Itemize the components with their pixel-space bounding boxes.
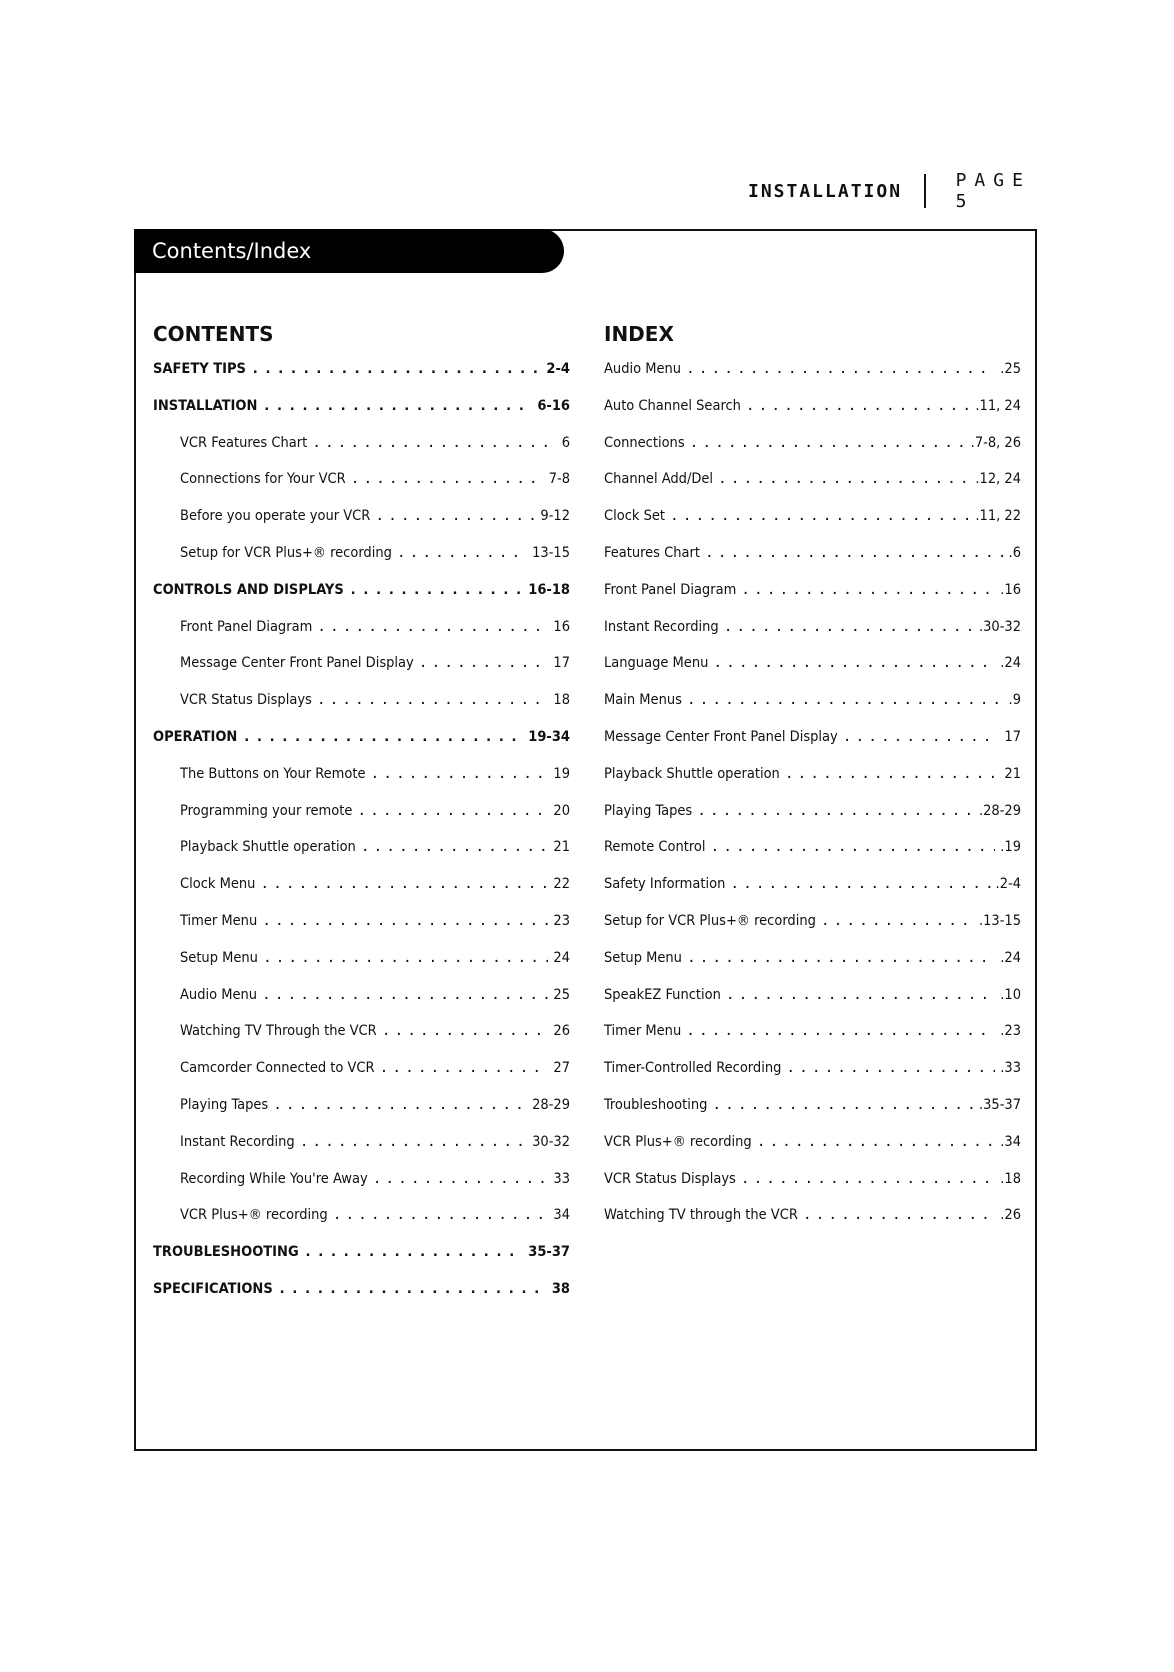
dot-leader <box>843 729 1000 745</box>
entry-label: Setup for VCR Plus+® recording <box>604 912 816 929</box>
index-entry[interactable] <box>604 1023 1021 1060</box>
dot-leader <box>757 1134 996 1150</box>
entry-page-number: .30-32 <box>978 618 1021 635</box>
dot-leader <box>419 655 549 671</box>
entry-page-number: .11, 24 <box>975 397 1021 414</box>
entry-label: SPECIFICATIONS <box>153 1280 273 1297</box>
entry-page-number: 28-29 <box>532 1096 570 1113</box>
entry-label: Troubleshooting <box>604 1096 708 1113</box>
contents-entry[interactable] <box>153 1060 570 1097</box>
contents-entry[interactable] <box>153 1023 570 1060</box>
entry-page-number: 19 <box>553 765 570 782</box>
dot-leader <box>380 1060 549 1076</box>
entry-page-number: 17 <box>553 655 570 672</box>
entry-label: OPERATION <box>153 728 238 745</box>
dot-leader <box>686 1023 995 1039</box>
entry-page-number: 34 <box>553 1207 570 1224</box>
entry-page-number: .9 <box>1008 692 1021 709</box>
contents-entry[interactable] <box>153 766 570 803</box>
dot-leader <box>821 913 974 929</box>
dot-leader <box>262 398 532 414</box>
entry-page-number: 24 <box>553 949 570 966</box>
index-entry[interactable] <box>604 1207 1021 1244</box>
contents-entry[interactable] <box>153 1244 570 1281</box>
entry-label: Timer Menu <box>604 1023 682 1040</box>
entry-page-number: 6-16 <box>537 397 570 414</box>
dot-leader <box>357 803 548 819</box>
entry-page-number: .18 <box>1000 1170 1021 1187</box>
dot-leader <box>278 1281 547 1297</box>
header-divider <box>924 174 926 208</box>
dot-leader <box>785 766 1000 782</box>
entry-label: VCR Plus+® recording <box>604 1133 752 1150</box>
index-entry[interactable] <box>604 766 1021 803</box>
dot-leader <box>746 398 970 414</box>
contents-column <box>153 321 570 1318</box>
dot-leader <box>382 1023 549 1039</box>
contents-entry[interactable] <box>153 1207 570 1244</box>
entry-page-number: 23 <box>553 912 570 929</box>
entry-page-number: .25 <box>1000 361 1021 377</box>
entry-page-number: 16-18 <box>528 581 570 598</box>
entry-page-number: .12, 24 <box>975 471 1021 488</box>
dot-leader <box>263 950 548 966</box>
entry-page-number: .2-4 <box>995 876 1021 893</box>
dot-leader <box>741 582 995 598</box>
running-header-page: PAGE 5 <box>955 170 1031 212</box>
entry-page-number: .28-29 <box>978 802 1021 819</box>
entry-label: The Buttons on Your Remote <box>180 765 366 782</box>
entry-label: Before you operate your VCR <box>180 508 371 525</box>
index-entry[interactable] <box>604 729 1021 766</box>
dot-leader <box>273 1097 527 1113</box>
entry-page-number: .34 <box>1000 1133 1021 1150</box>
dot-leader <box>260 876 548 892</box>
index-entry[interactable] <box>604 361 1021 398</box>
contents-entry[interactable] <box>153 471 570 508</box>
contents-entry[interactable] <box>153 1281 570 1318</box>
entry-label: TROUBLESHOOTING <box>153 1244 299 1261</box>
index-entry[interactable] <box>604 839 1021 876</box>
dot-leader <box>730 876 990 892</box>
contents-entry[interactable] <box>153 913 570 950</box>
index-entry[interactable] <box>604 1060 1021 1097</box>
index-entry[interactable] <box>604 1097 1021 1134</box>
entry-page-number: 20 <box>553 802 570 819</box>
contents-entry[interactable] <box>153 655 570 692</box>
dot-leader <box>687 692 1004 708</box>
entry-page-number: 13-15 <box>532 544 570 561</box>
dot-leader <box>686 361 995 377</box>
entry-label: Recording While You're Away <box>180 1170 368 1187</box>
index-entry[interactable] <box>604 471 1021 508</box>
contents-entry[interactable] <box>153 1134 570 1171</box>
contents-index-panel <box>134 229 1037 1451</box>
contents-entry[interactable] <box>153 839 570 876</box>
dot-leader <box>262 913 548 929</box>
entry-label: VCR Features Chart <box>180 434 308 451</box>
dot-leader <box>741 1171 995 1187</box>
entry-page-number: 27 <box>553 1060 570 1077</box>
entry-label: INSTALLATION <box>153 397 258 414</box>
entry-label: Watching TV through the VCR <box>604 1207 798 1224</box>
contents-entry[interactable] <box>153 692 570 729</box>
entry-page-number: .24 <box>1000 949 1021 966</box>
dot-leader <box>251 361 542 377</box>
contents-entry[interactable] <box>153 435 570 472</box>
entry-label: Playback Shuttle operation <box>604 765 780 782</box>
entry-label: Language Menu <box>604 655 709 672</box>
entry-page-number: 30-32 <box>532 1133 570 1150</box>
entry-page-number: 6 <box>561 434 570 451</box>
index-entry[interactable] <box>604 950 1021 987</box>
dot-leader <box>304 1244 524 1260</box>
dot-leader <box>300 1134 527 1150</box>
panel-tab-title: Contents/Index <box>134 229 564 273</box>
contents-entry[interactable] <box>153 545 570 582</box>
entry-page-number: .24 <box>1000 655 1021 672</box>
entry-page-number: .13-15 <box>978 912 1021 929</box>
entry-page-number: 26 <box>553 1023 570 1040</box>
contents-entry[interactable] <box>153 361 570 398</box>
entry-page-number: 21 <box>1004 765 1021 782</box>
dot-leader <box>718 471 970 487</box>
dot-leader <box>242 729 523 745</box>
entry-page-number: 25 <box>553 986 570 1003</box>
index-entry[interactable] <box>604 435 1021 472</box>
entry-label: Clock Set <box>604 508 666 525</box>
index-entry[interactable] <box>604 1171 1021 1208</box>
entry-label: SAFETY TIPS <box>153 361 246 377</box>
entry-page-number: 7-8 <box>548 471 570 488</box>
running-header-section: INSTALLATION <box>748 180 903 202</box>
index-list <box>604 361 1021 1244</box>
contents-entry[interactable] <box>153 987 570 1024</box>
contents-entry[interactable] <box>153 876 570 913</box>
contents-entry[interactable] <box>153 729 570 766</box>
entry-label: VCR Status Displays <box>604 1170 736 1187</box>
dot-leader <box>317 692 549 708</box>
dot-leader <box>351 471 544 487</box>
entry-label: Instant Recording <box>180 1133 295 1150</box>
entry-label: Playback Shuttle operation <box>180 839 356 856</box>
index-entry[interactable] <box>604 987 1021 1024</box>
entry-label: Audio Menu <box>604 361 682 377</box>
dot-leader <box>697 803 974 819</box>
entry-label: Safety Information <box>604 876 726 893</box>
entry-page-number: .6 <box>1008 544 1021 561</box>
dot-leader <box>690 435 966 451</box>
index-entry[interactable] <box>604 545 1021 582</box>
entry-label: Setup for VCR Plus+® recording <box>180 544 392 561</box>
entry-page-number: 21 <box>553 839 570 856</box>
entry-label: Camcorder Connected to VCR <box>180 1060 375 1077</box>
dot-leader <box>803 1207 995 1223</box>
dot-leader <box>705 545 1004 561</box>
dot-leader <box>333 1207 549 1223</box>
entry-label: Main Menus <box>604 692 682 709</box>
index-entry[interactable] <box>604 655 1021 692</box>
entry-label: Connections for Your VCR <box>180 471 346 488</box>
entry-page-number: .7-8, 26 <box>970 434 1021 451</box>
dot-leader <box>262 987 548 1003</box>
contents-entry[interactable] <box>153 619 570 656</box>
contents-entry[interactable] <box>153 1171 570 1208</box>
entry-label: Instant Recording <box>604 618 719 635</box>
dot-leader <box>312 435 556 451</box>
entry-page-number: .10 <box>1000 986 1021 1003</box>
contents-entry[interactable] <box>153 1097 570 1134</box>
entry-label: Programming your remote <box>180 802 353 819</box>
entry-label: Connections <box>604 434 685 451</box>
dot-leader <box>786 1060 995 1076</box>
dot-leader <box>370 766 548 782</box>
entry-label: Channel Add/Del <box>604 471 714 488</box>
entry-page-number: .35-37 <box>978 1096 1021 1113</box>
dot-leader <box>713 655 995 671</box>
entry-page-number: .11, 22 <box>975 508 1021 525</box>
entry-page-number: 38 <box>551 1280 570 1297</box>
entry-page-number: 35-37 <box>528 1244 570 1261</box>
dot-leader <box>349 582 524 598</box>
entry-label: Message Center Front Panel Display <box>180 655 414 672</box>
entry-page-number: 33 <box>553 1170 570 1187</box>
dot-leader <box>712 1097 974 1113</box>
contents-heading: CONTENTS <box>153 322 274 346</box>
dot-leader <box>375 508 535 524</box>
entry-page-number: 17 <box>1004 728 1021 745</box>
entry-page-number: .23 <box>1000 1023 1021 1040</box>
dot-leader <box>361 839 549 855</box>
dot-leader <box>397 545 527 561</box>
dot-leader <box>726 987 995 1003</box>
contents-entry[interactable] <box>153 582 570 619</box>
index-entry[interactable] <box>604 803 1021 840</box>
entry-label: Audio Menu <box>180 986 258 1003</box>
entry-label: Timer Menu <box>180 912 258 929</box>
contents-entry[interactable] <box>153 508 570 545</box>
running-header <box>748 170 1034 212</box>
contents-entry[interactable] <box>153 398 570 435</box>
entry-label: Auto Channel Search <box>604 397 741 414</box>
dot-leader <box>711 839 996 855</box>
entry-label: Playing Tapes <box>180 1096 269 1113</box>
entry-label: Setup Menu <box>604 949 682 966</box>
entry-label: Remote Control <box>604 839 706 856</box>
index-entry[interactable] <box>604 913 1021 950</box>
dot-leader <box>687 950 995 966</box>
index-entry[interactable] <box>604 1134 1021 1171</box>
entry-label: Clock Menu <box>180 876 256 893</box>
entry-label: Watching TV Through the VCR <box>180 1023 377 1040</box>
entry-page-number: 19-34 <box>528 728 570 745</box>
index-entry[interactable] <box>604 876 1021 913</box>
index-entry[interactable] <box>604 582 1021 619</box>
entry-label: Features Chart <box>604 544 700 561</box>
index-entry[interactable] <box>604 619 1021 656</box>
entry-label: Front Panel Diagram <box>180 618 313 635</box>
entry-label: CONTROLS AND DISPLAYS <box>153 581 344 598</box>
entry-page-number: 16 <box>553 618 570 635</box>
dot-leader <box>670 508 970 524</box>
entry-page-number: .16 <box>1000 581 1021 598</box>
entry-page-number: .19 <box>1000 839 1021 856</box>
contents-list <box>153 361 570 1318</box>
index-column <box>604 321 1021 1244</box>
entry-label: Setup Menu <box>180 949 258 966</box>
entry-page-number: 9-12 <box>540 508 570 525</box>
entry-label: Timer-Controlled Recording <box>604 1060 782 1077</box>
entry-page-number: 2-4 <box>546 361 570 377</box>
contents-entry[interactable] <box>153 803 570 840</box>
entry-label: VCR Status Displays <box>180 692 312 709</box>
dot-leader <box>724 619 974 635</box>
index-heading: INDEX <box>604 322 674 346</box>
entry-label: Playing Tapes <box>604 802 693 819</box>
entry-page-number: .26 <box>1000 1207 1021 1224</box>
dot-leader <box>317 619 548 635</box>
entry-label: VCR Plus+® recording <box>180 1207 328 1224</box>
contents-entry[interactable] <box>153 950 570 987</box>
index-entry[interactable] <box>604 508 1021 545</box>
entry-page-number: 18 <box>553 692 570 709</box>
entry-page-number: .33 <box>1000 1060 1021 1077</box>
entry-page-number: 22 <box>553 876 570 893</box>
index-entry[interactable] <box>604 692 1021 729</box>
entry-label: Front Panel Diagram <box>604 581 737 598</box>
entry-label: SpeakEZ Function <box>604 986 721 1003</box>
dot-leader <box>373 1171 549 1187</box>
index-entry[interactable] <box>604 398 1021 435</box>
entry-label: Message Center Front Panel Display <box>604 728 838 745</box>
